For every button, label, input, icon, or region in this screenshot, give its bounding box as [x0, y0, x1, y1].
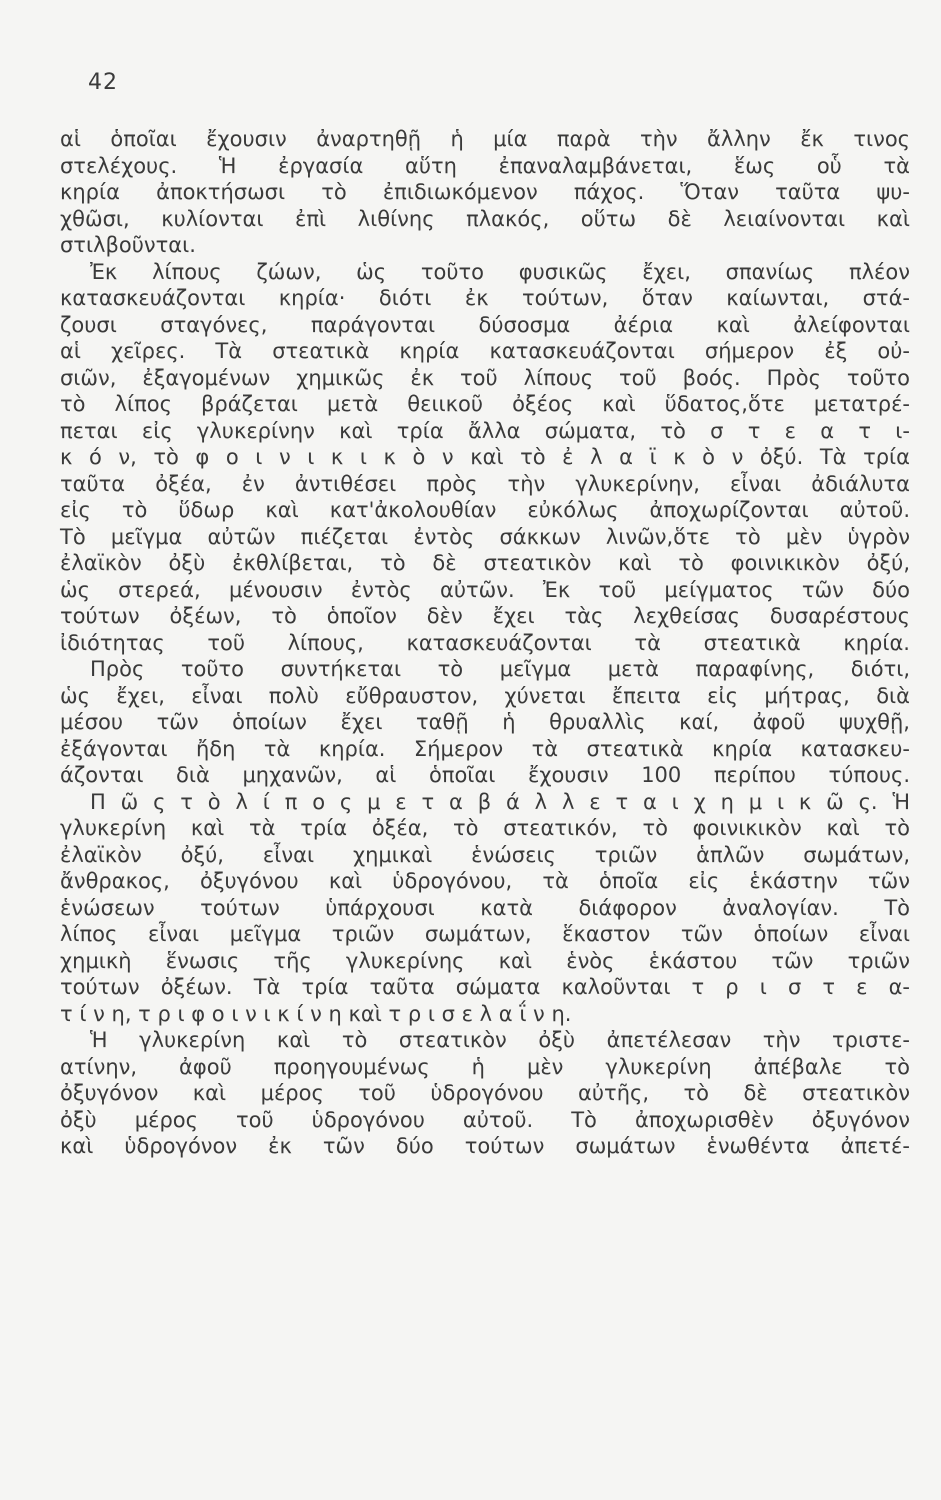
text-line: κηρία ἀποκτήσωσι τὸ ἐπιδιωκόμενον πάχος. Ὅταν ταῦτα ψυ-: [60, 180, 910, 204]
text-line: στελέχους. Ἡ ἐργασία αὕτη ἐπαναλαμβάνεται, ἕως οὗ τὰ: [60, 153, 910, 178]
text-line: στιλβοῦνται.: [60, 233, 196, 257]
page-number: 42: [88, 70, 118, 95]
text-line: γλυκερίνη καὶ τὰ τρία ὀξέα, τὸ στεατικόν, τὸ φοινικικὸν καὶ τὸ: [60, 816, 910, 840]
text-line: τ ί ν η, τ ρ ι φ ο ι ν ι κ ί ν η καὶ τ ρ ι σ ε λ α ΐ ν η.: [60, 1001, 572, 1026]
text-line: άζονται διὰ μηχανῶν, αἱ ὁποῖαι ἔχουσιν 100 περίπου τύπους.: [60, 763, 910, 787]
text-line: ὀξὺ μέρος τοῦ ὑδρογόνου αὐτοῦ. Τὸ ἀποχωρισθὲν ὀξυγόνον: [60, 1107, 910, 1132]
text-line: κ ό ν, τὸ φ ο ι ν ι κ ι κ ὸ ν καὶ τὸ ἐ λ α ϊ κ ὸ ν ὀξύ. Τὰ τρία: [60, 445, 910, 469]
text-line: ἰδιότητας τοῦ λίπους, κατασκευάζονται τὰ στεατικὰ κηρία.: [60, 630, 910, 655]
text-line: λίπος εἶναι μεῖγμα τριῶν σωμάτων, ἕκαστον τῶν ὁποίων εἶναι: [60, 922, 910, 946]
text-line: ὡς στερεά, μένουσιν ἐντὸς αὐτῶν. Ἐκ τοῦ μείγματος τῶν δύο: [60, 577, 910, 602]
text-line: μέσου τῶν ὁποίων ἔχει ταθῇ ἡ θρυαλλὶς καί, ἀφοῦ ψυχθῇ,: [60, 710, 910, 734]
text-line: ἐλαϊκὸν ὀξὺ ἐκθλίβεται, τὸ δὲ στεατικὸν καὶ τὸ φοινικικὸν ὀξύ,: [60, 551, 910, 575]
text-line: ἑνώσεων τούτων ὑπάρχουσι κατὰ διάφορον ἀναλογίαν. Τὸ: [60, 895, 910, 920]
text-line: ἄνθρακος, ὀξυγόνου καὶ ὑδρογόνου, τὰ ὁποῖα εἰς ἑκάστην τῶν: [60, 869, 910, 893]
text-line: πεται εἰς γλυκερίνην καὶ τρία ἄλλα σώματα, τὸ σ τ ε α τ ι-: [60, 418, 910, 443]
text-line: ὀξυγόνον καὶ μέρος τοῦ ὑδρογόνου αὐτῆς, τὸ δὲ στεατικὸν: [60, 1081, 910, 1105]
text-line: τὸ λίπος βράζεται μετὰ θειικοῦ ὀξέος καὶ ὕδατος,ὅτε μετατρέ-: [60, 392, 910, 416]
text-line: καὶ ὑδρογόνον ἐκ τῶν δύο τούτων σωμάτων ἑνωθέντα ἀπετέ-: [60, 1134, 910, 1158]
text-line: κατασκευάζονται κηρία· διότι ἐκ τούτων, ὅταν καίωνται, στά-: [60, 286, 910, 310]
text-line: αἱ χεῖρες. Τὰ στεατικὰ κηρία κατασκευάζονται σήμερον ἐξ οὐ-: [60, 339, 910, 363]
text-line: ζουσι σταγόνες, παράγονται δύσοσμα ἀέρια καὶ ἀλείφονται: [60, 312, 910, 337]
text-line: αἱ ὁποῖαι ἔχουσιν ἀναρτηθῇ ἡ μία παρὰ τὴν ἄλλην ἔκ τινος: [60, 127, 910, 151]
text-line: ατίνην, ἀφοῦ προηγουμένως ἡ μὲν γλυκερίνη ἀπέβαλε τὸ: [60, 1054, 910, 1079]
text-line: σιῶν, ἐξαγομένων χημικῶς ἐκ τοῦ λίπους τοῦ βοός. Πρὸς τοῦτο: [60, 365, 910, 390]
text-line: Ἐκ λίπους ζώων, ὡς τοῦτο φυσικῶς ἔχει, σπανίως πλέον: [90, 259, 910, 284]
text-line: ὡς ἔχει, εἶναι πολὺ εὔθραυστον, χύνεται ἔπειτα εἰς μήτρας, διὰ: [60, 683, 910, 708]
text-line: χημικὴ ἕνωσις τῆς γλυκερίνης καὶ ἑνὸς ἑκάστου τῶν τριῶν: [60, 948, 910, 973]
text-line: ταῦτα ὀξέα, ἐν ἀντιθέσει πρὸς τὴν γλυκερίνην, εἶναι ἀδιάλυτα: [60, 471, 910, 496]
text-line: τούτων ὀξέων, τὸ ὁποῖον δὲν ἔχει τὰς λεχθείσας δυσαρέστους: [60, 604, 910, 628]
text-line: εἰς τὸ ὕδωρ καὶ κατ'ἀκολουθίαν εὐκόλως ἀποχωρίζονται αὐτοῦ.: [60, 498, 910, 522]
text-line: Π ῶ ς τ ὸ λ ί π ο ς μ ε τ α β ά λ λ ε τ α ι χ η μ ι κ ῶ ς. Ἡ: [90, 789, 910, 814]
text-line: ἐξάγονται ἤδη τὰ κηρία. Σήμερον τὰ στεατικὰ κηρία κατασκευ-: [60, 736, 910, 761]
text-line: Τὸ μεῖγμα αὐτῶν πιέζεται ἐντὸς σάκκων λινῶν,ὅτε τὸ μὲν ὑγρὸν: [60, 524, 910, 549]
text-line: Ἡ γλυκερίνη καὶ τὸ στεατικὸν ὀξὺ ἀπετέλεσαν τὴν τριστε-: [90, 1028, 910, 1052]
text-line: ἐλαϊκὸν ὀξύ, εἶναι χημικαὶ ἑνώσεις τριῶν ἁπλῶν σωμάτων,: [60, 842, 910, 867]
text-line: χθῶσι, κυλίονται ἐπὶ λιθίνης πλακός, οὕτω δὲ λειαίνονται καὶ: [60, 206, 910, 231]
text-line: Πρὸς τοῦτο συντήκεται τὸ μεῖγμα μετὰ παραφίνης, διότι,: [90, 657, 910, 681]
text-line: τούτων ὀξέων. Τὰ τρία ταῦτα σώματα καλοῦνται τ ρ ι σ τ ε α-: [60, 975, 910, 999]
body-text: [60, 126, 910, 1160]
